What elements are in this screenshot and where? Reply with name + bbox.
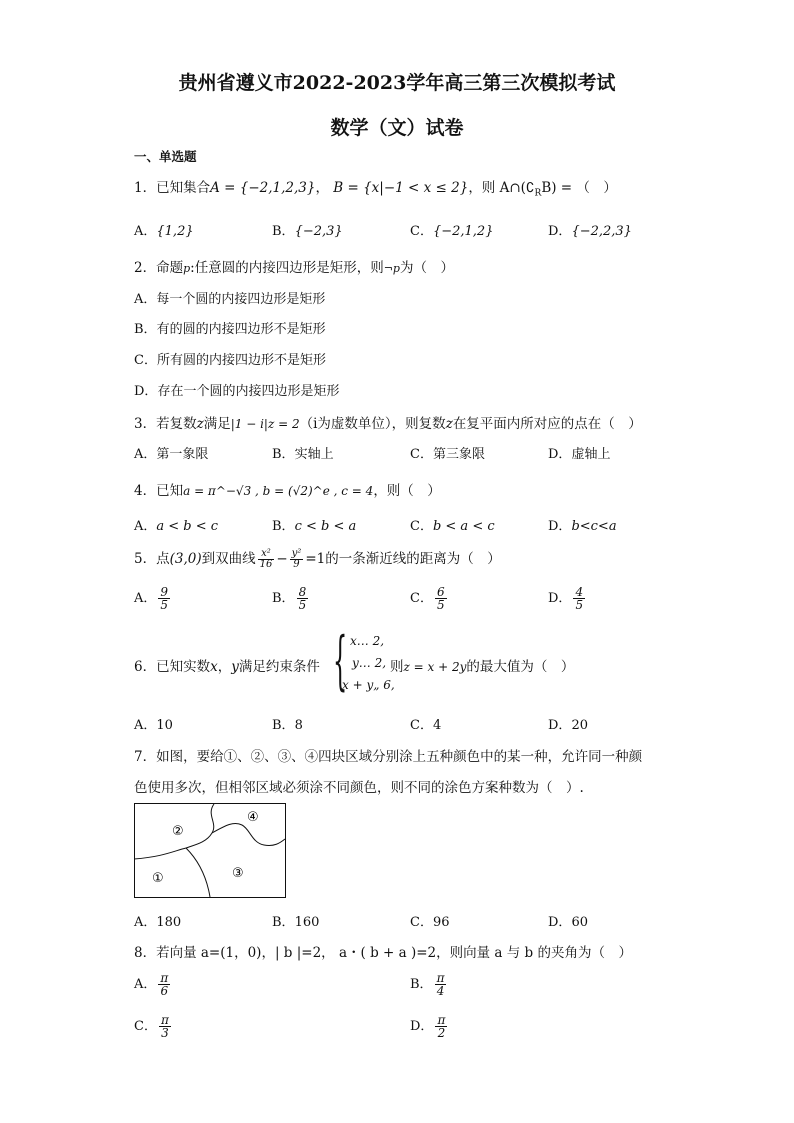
option-text: 4 xyxy=(432,718,442,733)
option-label: D． xyxy=(548,915,572,930)
option-text: 8 xyxy=(294,718,303,733)
q6-then: 则 xyxy=(390,659,404,675)
map-boundary-3-4 xyxy=(212,823,285,845)
option-label: D． xyxy=(548,519,572,534)
option-label: B． xyxy=(134,322,157,337)
denominator: 5 xyxy=(436,598,445,612)
option-label: D． xyxy=(548,591,572,606)
numerator: 9 xyxy=(160,585,169,599)
region-label-1: ① xyxy=(152,871,164,886)
option-label: B． xyxy=(272,224,295,239)
q4-option-d[interactable] xyxy=(548,515,617,534)
option-label: A． xyxy=(134,447,157,462)
q7-option-c[interactable] xyxy=(410,911,450,930)
q6-option-d[interactable] xyxy=(548,714,588,733)
option-label: C． xyxy=(134,353,157,368)
option-text: 实轴上 xyxy=(294,447,334,462)
q1-option-a[interactable] xyxy=(134,220,194,239)
numerator: x² xyxy=(258,549,275,560)
q6-constraint-3: x + y„ 6, xyxy=(342,678,395,692)
q1-option-d[interactable] xyxy=(548,220,632,239)
q8-option-d[interactable] xyxy=(410,1014,449,1039)
option-label: C． xyxy=(410,519,433,534)
q4-ask: ，则（ ） xyxy=(373,483,441,499)
q1-ask-tail: B) = （ ） xyxy=(541,180,617,196)
option-label: D． xyxy=(134,384,158,399)
question-6-objective xyxy=(390,655,574,675)
q3-eq: |1 − i|z = 2 xyxy=(230,417,300,431)
numerator: y² xyxy=(291,548,302,559)
option-text: 所有圆的内接四边形不是矩形 xyxy=(156,353,326,368)
q4-option-c[interactable] xyxy=(410,515,495,534)
option-label: C． xyxy=(410,447,433,462)
option-label: A． xyxy=(134,718,157,733)
option-label: C． xyxy=(410,224,433,239)
option-text: {−2,3} xyxy=(294,224,343,239)
q6-stem-a: 6．已知实数 xyxy=(134,659,211,675)
option-label: A． xyxy=(134,591,157,606)
option-label: C． xyxy=(410,718,433,733)
q5-frac-x xyxy=(258,549,275,570)
numerator: 8 xyxy=(298,585,307,599)
option-frac xyxy=(158,972,170,997)
option-label: A． xyxy=(134,224,157,239)
option-label: B． xyxy=(410,977,433,992)
q1-option-c[interactable] xyxy=(410,220,493,239)
q2-stem-c: 为（ ） xyxy=(399,260,454,276)
q4-expr: a = π^−√3 , b = (√2)^e , c = 4 xyxy=(183,484,374,498)
q1-sub: R xyxy=(534,188,542,199)
option-text: b < a < c xyxy=(432,519,495,534)
option-label: B． xyxy=(272,447,295,462)
denominator: 6 xyxy=(160,984,169,998)
q7-option-a[interactable] xyxy=(134,911,181,930)
q5-option-d[interactable] xyxy=(548,586,587,611)
option-text: 96 xyxy=(432,915,450,930)
option-text: 第三象限 xyxy=(432,447,485,462)
q3-option-b[interactable] xyxy=(272,443,334,462)
option-text: 第一象限 xyxy=(156,447,209,462)
q2-option-c[interactable] xyxy=(134,349,326,368)
option-label: B． xyxy=(272,718,295,733)
q8-option-b[interactable] xyxy=(410,972,448,997)
option-text: 存在一个圆的内接四边形是矩形 xyxy=(157,384,340,399)
option-label: D． xyxy=(548,718,572,733)
numerator: π xyxy=(437,1013,446,1027)
map-boundary-1-3 xyxy=(186,848,210,897)
option-label: B． xyxy=(272,591,295,606)
q7-option-d[interactable] xyxy=(548,911,588,930)
q2-stem-b: :任意圆的内接四边形是矩形，则 xyxy=(190,260,384,276)
q3-z: z xyxy=(196,416,204,432)
option-label: B． xyxy=(272,915,295,930)
q5-eq1: =1 xyxy=(305,551,326,567)
option-label: A． xyxy=(134,292,157,307)
q1-set-b: B = {x|−1 < x ≤ 2} xyxy=(333,180,469,196)
option-label: D． xyxy=(410,1019,434,1034)
denominator: 9 xyxy=(293,559,300,570)
q2-negp: ¬p xyxy=(383,262,400,275)
option-text: {1,2} xyxy=(156,224,194,239)
option-label: C． xyxy=(410,915,433,930)
question-7-line-2: 色使用多次，但相邻区域必须涂不同颜色，则不同的涂色方案种数为（ ）. xyxy=(134,780,584,796)
option-frac xyxy=(297,586,309,611)
option-text: 虚轴上 xyxy=(571,447,611,462)
option-label: A． xyxy=(134,519,157,534)
q3-stem-d: 在复平面内所对应的点在（ ） xyxy=(452,416,642,432)
q6-x: x xyxy=(210,659,218,675)
q7-option-b[interactable] xyxy=(272,911,319,930)
denominator: 16 xyxy=(259,559,273,570)
q6-constraint-2: y… 2, xyxy=(352,656,387,670)
question-1: 1．已知集合A = {−2,1,2,3}， B = {x|−1 < x ≤ 2}，则 $A\cap(∁_RB)$ = （ ） xyxy=(134,180,617,199)
q5-point: (3,0) xyxy=(169,551,202,567)
option-label: C． xyxy=(410,591,433,606)
region-label-3: ③ xyxy=(232,866,244,881)
option-label: A． xyxy=(134,915,157,930)
q5-frac-y xyxy=(290,549,304,570)
question-2 xyxy=(134,256,454,276)
option-label: B． xyxy=(272,519,295,534)
q1-set-a: A = {−2,1,2,3} xyxy=(210,180,316,196)
question-7-line-1: 7．如图，要给①、②、③、④四块区域分别涂上五种颜色中的某一种，允许同一种颜 xyxy=(134,749,643,765)
option-text: a < b < c xyxy=(156,519,219,534)
q5-option-b[interactable] xyxy=(272,586,310,611)
option-label: D． xyxy=(548,224,572,239)
region-label-4: ④ xyxy=(247,810,259,825)
option-label: C． xyxy=(134,1019,157,1034)
q3-stem-a: 3．若复数 xyxy=(134,416,197,432)
q8-option-c[interactable] xyxy=(134,1014,173,1039)
q8-option-a[interactable] xyxy=(134,972,172,997)
q6-y: y xyxy=(231,659,239,675)
q5-stem-a: 5．点 xyxy=(134,551,170,567)
option-text: 180 xyxy=(156,915,182,930)
denominator: 3 xyxy=(161,1026,169,1040)
numerator: π xyxy=(160,971,169,985)
q6-option-c[interactable] xyxy=(410,714,441,733)
section-heading: 一、单选题 xyxy=(134,149,197,164)
question-4 xyxy=(134,479,441,499)
question-6-stem xyxy=(134,655,320,675)
q1-ask: ，则 A∩(∁ xyxy=(468,180,535,196)
option-frac xyxy=(435,972,447,997)
numerator: π xyxy=(160,1013,169,1027)
question-5: 5．点(3,0)到双曲线 $\frac{\text{x²}}{16}$ − $\frac{\text{y²}}{9}$ =1的一条渐近线的距离为（ ） xyxy=(134,548,501,570)
q4-stem: 4．已知 xyxy=(134,483,184,499)
option-label: D． xyxy=(548,447,572,462)
region-label-2: ② xyxy=(172,824,184,839)
q2-option-d[interactable] xyxy=(134,380,339,399)
q3-option-a[interactable] xyxy=(134,443,208,462)
question-8: 8．若向量 a=(1，0)，| b |=2， a・( b + a )=2，则向量 a 与 b 的夹角为（ ） xyxy=(134,945,632,961)
q7-region-map xyxy=(134,803,286,898)
option-text: b<c<a xyxy=(571,519,617,534)
q2-p: p xyxy=(183,262,191,275)
option-text: {−2,1,2} xyxy=(432,224,494,239)
option-text: {−2,2,3} xyxy=(571,224,632,239)
q6-constraint-1: x… 2, xyxy=(350,634,385,648)
q3-stem-b: 满足 xyxy=(203,416,231,432)
q1-stem: 1．已知集合 xyxy=(134,180,211,196)
q6-brace: { xyxy=(333,624,348,698)
denominator: 5 xyxy=(160,598,169,612)
option-text: c < b < a xyxy=(294,519,357,534)
option-text: 60 xyxy=(571,915,588,930)
q2-stem-a: 2．命题 xyxy=(134,260,184,276)
q5-stem-c: 的一条渐近线的距离为（ ） xyxy=(325,551,501,567)
q5-option-a[interactable] xyxy=(134,586,172,611)
q6-stem-c: 的最大值为（ ） xyxy=(466,659,575,675)
q6-comma: ， xyxy=(217,659,232,675)
denominator: 2 xyxy=(437,1026,446,1040)
q3-option-d[interactable] xyxy=(548,443,610,462)
q6-stem-b: 满足约束条件 xyxy=(238,659,320,675)
exam-title: 贵州省遵义市2022-2023学年高三第三次模拟考试 xyxy=(178,72,616,94)
denominator: 5 xyxy=(298,598,307,612)
option-frac xyxy=(159,1014,171,1039)
q2-option-a[interactable] xyxy=(134,288,325,307)
q2-option-b[interactable] xyxy=(134,318,326,337)
q4-option-b[interactable] xyxy=(272,515,356,534)
q1-option-b[interactable] xyxy=(272,220,343,239)
question-3 xyxy=(134,412,642,432)
q6-obj: z = x + 2y xyxy=(403,660,467,674)
q5-stem-b: 到双曲线 xyxy=(201,551,256,567)
q3-stem-c: （i为虚数单位），则复数 xyxy=(299,416,446,432)
option-text: 160 xyxy=(294,915,320,930)
option-frac xyxy=(158,586,170,611)
option-frac xyxy=(573,586,585,611)
denominator: 4 xyxy=(436,984,445,998)
q3-z2: z xyxy=(445,416,453,432)
option-frac xyxy=(435,1014,447,1039)
option-frac xyxy=(435,586,447,611)
option-text: 每一个圆的内接四边形是矩形 xyxy=(156,292,326,307)
q3-option-c[interactable] xyxy=(410,443,485,462)
exam-subtitle: 数学（文）试卷 xyxy=(330,117,464,139)
option-label: A． xyxy=(134,977,157,992)
q4-option-a[interactable] xyxy=(134,515,218,534)
option-text: 10 xyxy=(156,718,173,733)
numerator: 4 xyxy=(575,585,584,599)
option-text: 有的圆的内接四边形不是矩形 xyxy=(156,322,326,337)
option-text: 20 xyxy=(571,718,588,733)
q6-option-b[interactable] xyxy=(272,714,303,733)
numerator: π xyxy=(436,971,445,985)
q6-option-a[interactable] xyxy=(134,714,173,733)
numerator: 6 xyxy=(436,585,445,599)
q5-option-c[interactable] xyxy=(410,586,449,611)
denominator: 5 xyxy=(575,598,584,612)
